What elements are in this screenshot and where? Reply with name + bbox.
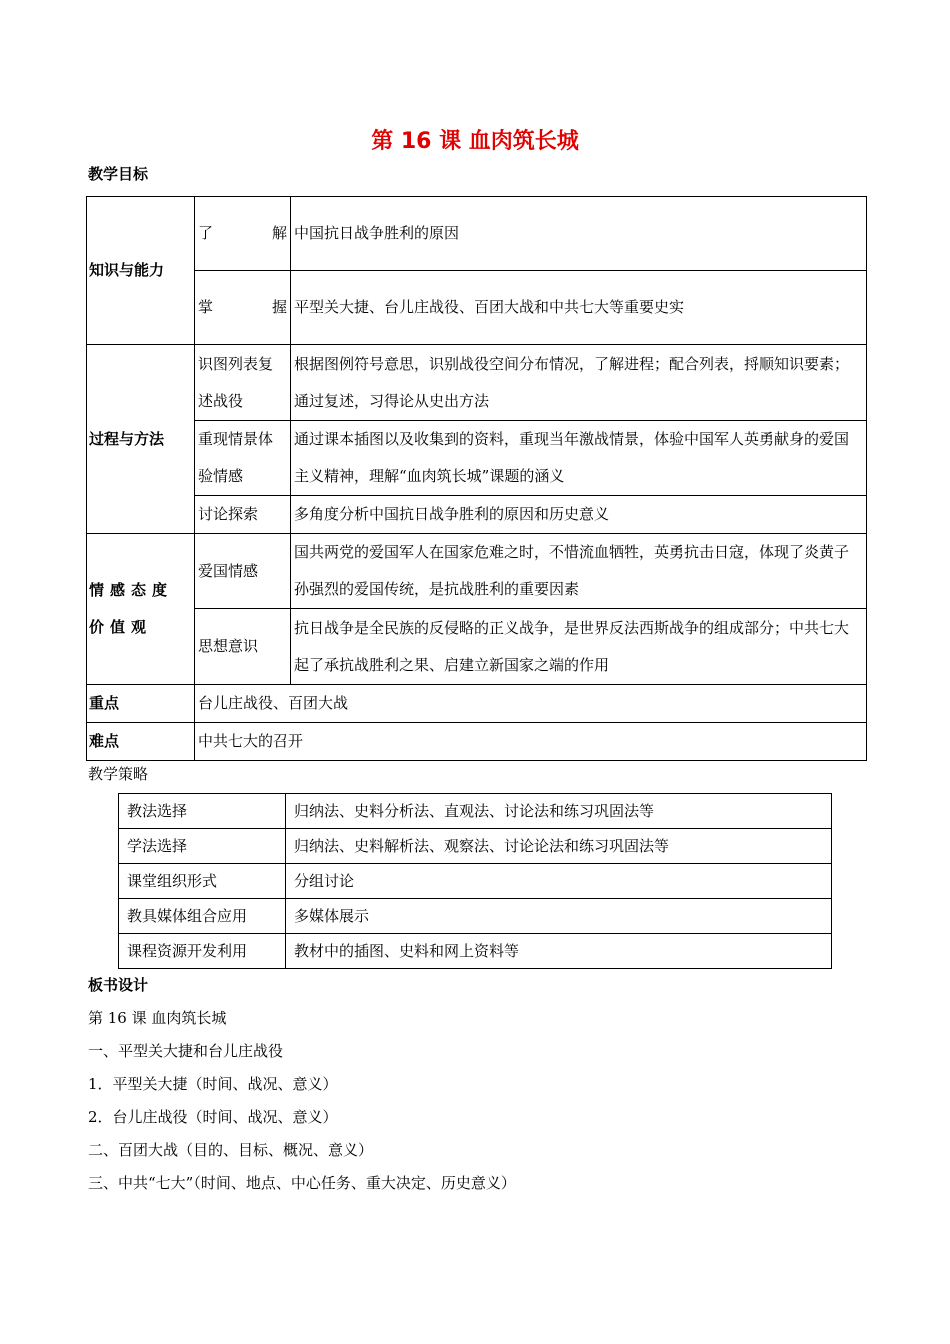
table-row <box>119 934 832 969</box>
difficulty-label: 难点 <box>87 723 195 761</box>
goals-content-cell: 中国抗日战争胜利的原因 <box>291 197 867 271</box>
goals-content-cell: 根据图例符号意思，识别战役空间分布情况，了解进程；配合列表，捋顺知识要素；通过复述，习得论从史出方法 <box>291 345 867 421</box>
table-row <box>119 864 832 899</box>
table-row <box>87 496 867 534</box>
table-row <box>87 723 867 761</box>
table-row <box>87 609 867 685</box>
strategy-item: 学法选择 <box>119 829 286 864</box>
strategy-value: 分组讨论 <box>286 864 832 899</box>
strategy-value: 归纳法、史料分析法、直观法、讨论法和练习巩固法等 <box>286 794 832 829</box>
key-point-label: 重点 <box>87 685 195 723</box>
board-line: 1．平型关大捷（时间、战况、意义） <box>88 1075 338 1093</box>
strategy-value: 多媒体展示 <box>286 899 832 934</box>
difficulty-content: 中共七大的召开 <box>195 723 867 761</box>
goals-category-knowledge: 知识与能力 <box>87 197 195 345</box>
board-line: 一、平型关大捷和台儿庄战役 <box>88 1042 284 1060</box>
table-row <box>87 421 867 496</box>
table-row <box>119 794 832 829</box>
goals-heading: 教学目标 <box>88 165 149 183</box>
goals-aspect-cell: 爱国情感 <box>195 534 291 609</box>
board-line: 第 16 课 血肉筑长城 <box>88 1009 227 1027</box>
strategy-item: 教法选择 <box>119 794 286 829</box>
key-point-content: 台儿庄战役、百团大战 <box>195 685 867 723</box>
goals-category-emotion: 情感态度价值观 <box>87 534 195 685</box>
board-line: 二、百团大战（目的、目标、概况、意义） <box>88 1141 374 1159</box>
goals-table <box>86 196 867 761</box>
table-row <box>87 685 867 723</box>
goals-content-cell: 国共两党的爱国军人在国家危难之时，不惜流血牺牲，英勇抗击日寇，体现了炎黄子孙强烈的爱国传统，是抗战胜利的重要因素 <box>291 534 867 609</box>
goals-verb-cell: 了 解 <box>195 197 291 271</box>
goals-content-cell: 多角度分析中国抗日战争胜利的原因和历史意义 <box>291 496 867 534</box>
goals-method-cell: 讨论探索 <box>195 496 291 534</box>
goals-category-process: 过程与方法 <box>87 345 195 534</box>
table-row <box>87 345 867 421</box>
board-heading: 板书设计 <box>88 976 149 994</box>
strategy-value: 教材中的插图、史料和网上资料等 <box>286 934 832 969</box>
page-title: 第 16 课 血肉筑长城 <box>371 129 579 154</box>
board-line: 三、中共“七大”（时间、地点、中心任务、重大决定、历史意义） <box>88 1174 516 1192</box>
goals-method-cell: 重现情景体验情感 <box>195 421 291 496</box>
table-row <box>87 197 867 271</box>
goals-method-cell: 识图列表复述战役 <box>195 345 291 421</box>
strategy-table <box>118 793 832 969</box>
goals-content-cell: 平型关大捷、台儿庄战役、百团大战和中共七大等重要史实 <box>291 271 867 345</box>
strategy-item: 教具媒体组合应用 <box>119 899 286 934</box>
strategy-item: 课堂组织形式 <box>119 864 286 899</box>
strategy-item: 课程资源开发利用 <box>119 934 286 969</box>
strategy-value: 归纳法、史料解析法、观察法、讨论论法和练习巩固法等 <box>286 829 832 864</box>
goals-content-cell: 通过课本插图以及收集到的资料，重现当年激战情景，体验中国军人英勇献身的爱国主义精神，理解“血肉筑长城”课题的涵义 <box>291 421 867 496</box>
goals-aspect-cell: 思想意识 <box>195 609 291 685</box>
table-row <box>87 271 867 345</box>
strategy-heading: 教学策略 <box>88 765 149 783</box>
board-line: 2．台儿庄战役（时间、战况、意义） <box>88 1108 338 1126</box>
table-row <box>119 829 832 864</box>
goals-content-cell: 抗日战争是全民族的反侵略的正义战争，是世界反法西斯战争的组成部分；中共七大起了承抗战胜利之果、启建立新国家之端的作用 <box>291 609 867 685</box>
goals-verb-cell: 掌 握 <box>195 271 291 345</box>
table-row <box>119 899 832 934</box>
table-row <box>87 534 867 609</box>
